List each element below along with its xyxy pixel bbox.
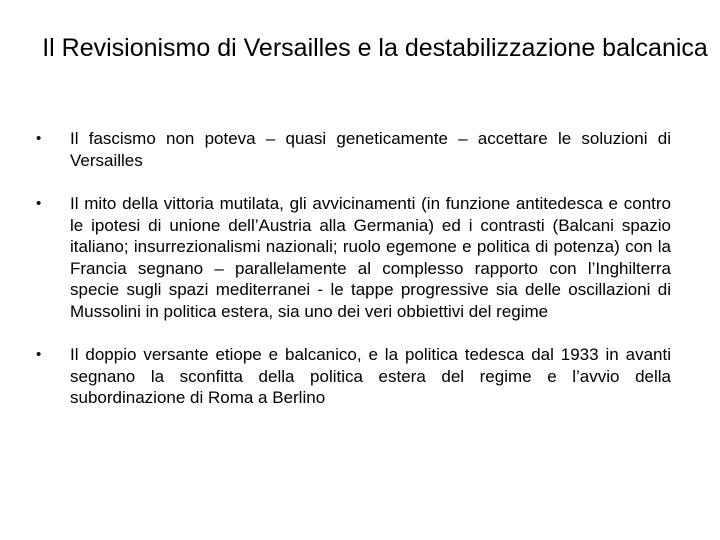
bullet-marker: • (36, 346, 42, 363)
bullet-text: Il doppio versante etiope e balcanico, e la politica tedesca dal 1933 in avanti segnano la sconfitta della politica estera del regime e l’avvio della subordinazione di Roma a Berlino (70, 345, 671, 407)
bullet-marker: • (36, 130, 42, 147)
bullet-marker: • (36, 195, 42, 212)
bullet-item (0, 128, 720, 171)
bullet-list (0, 128, 720, 431)
bullet-item (0, 344, 720, 409)
bullet-item (0, 193, 720, 322)
slide-title: Il Revisionismo di Versailles e la destabilizzazione balcanica (42, 34, 708, 62)
bullet-text: Il mito della vittoria mutilata, gli avvicinamenti (in funzione antitedesca e contro le ipotesi di unione dell’Austria alla Germania) ed i contrasti (Balcani spazio italiano; insurrezionalismi nazionali; ruolo egemone e politica di potenza) con la Francia segnano – parallelamente al complesso rapporto con l’Inghilterra specie sugli spazi mediterranei - le tappe progressive sia delle oscillazioni di Mussolini in politica estera, sia uno dei veri obbiettivi del regime (70, 194, 671, 321)
bullet-text: Il fascismo non poteva – quasi geneticamente – accettare le soluzioni di Versailles (70, 129, 671, 170)
